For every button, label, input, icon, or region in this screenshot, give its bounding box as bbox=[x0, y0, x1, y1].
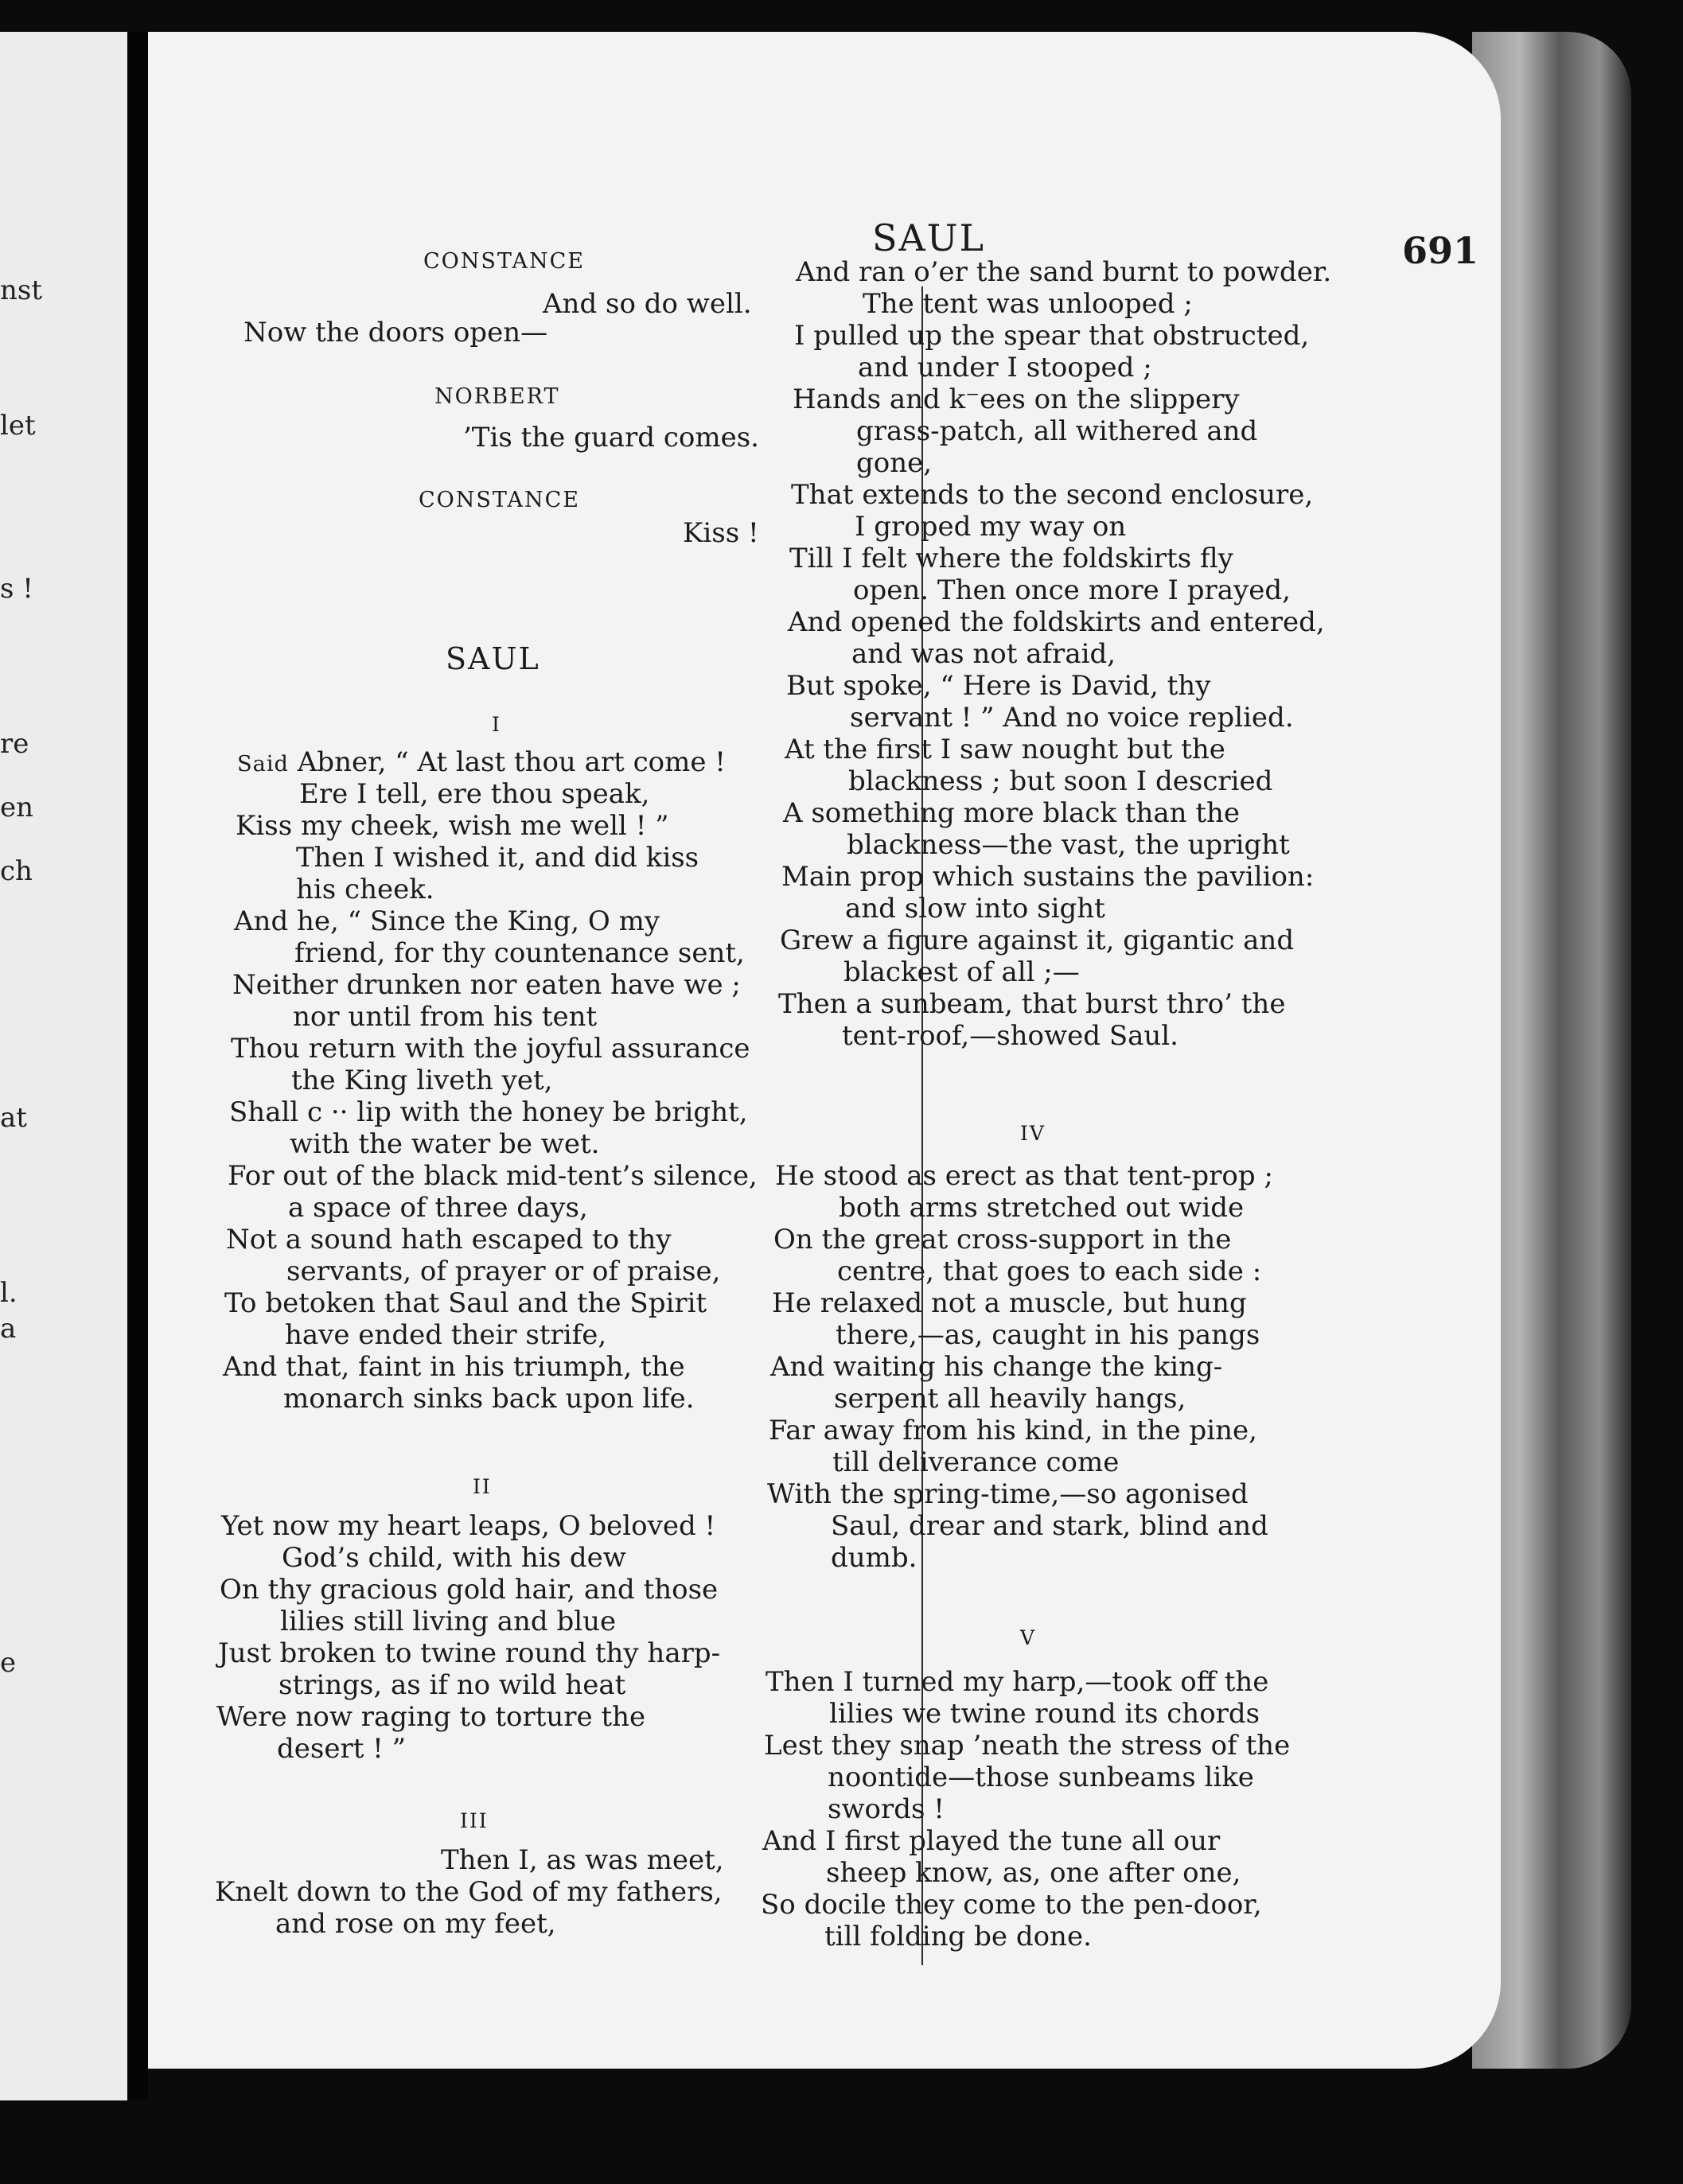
verse-line: blackness—the vast, the upright bbox=[847, 829, 1290, 861]
verse-line: A something more black than the bbox=[783, 797, 1241, 829]
verse-line: Just broken to twine round thy harp- bbox=[218, 1637, 721, 1669]
fragment: re bbox=[0, 728, 29, 760]
verse-line: Yet now my heart leaps, O beloved ! bbox=[221, 1510, 716, 1542]
verse-line: with the water be wet. bbox=[290, 1128, 600, 1160]
verse-line: He stood as erect as that tent-prop ; bbox=[775, 1160, 1273, 1192]
verse-line: open. Then once more I prayed, bbox=[853, 574, 1291, 606]
fragment: l. bbox=[0, 1277, 18, 1309]
poem-title: SAUL bbox=[446, 641, 540, 676]
verse-line: Saul, drear and stark, blind and bbox=[831, 1510, 1268, 1542]
verse-line: Kiss my cheek, wish me well ! ” bbox=[236, 810, 669, 842]
book-page bbox=[148, 32, 1501, 2069]
verse-line: With the spring-time,—so agonised bbox=[767, 1478, 1249, 1510]
verse-line: Not a sound hath escaped to thy bbox=[226, 1224, 672, 1256]
verse-line: and slow into sight bbox=[845, 893, 1105, 925]
verse-line: his cheek. bbox=[296, 874, 434, 905]
verse-line: tent-roof,—showed Saul. bbox=[842, 1020, 1178, 1052]
running-title: SAUL bbox=[872, 216, 986, 259]
verse-line: Far away from his kind, in the pine, bbox=[769, 1415, 1257, 1446]
verse-line: and under I stooped ; bbox=[858, 352, 1152, 383]
verse-line: For out of the black mid-tent’s silence, bbox=[228, 1160, 758, 1192]
verse-line: And waiting his change the king- bbox=[770, 1351, 1223, 1383]
speaker-name: CONSTANCE bbox=[419, 488, 580, 512]
verse-line: God’s child, with his dew bbox=[282, 1542, 626, 1574]
verse-line: And so do well. bbox=[543, 288, 752, 320]
book-gutter bbox=[127, 32, 148, 2100]
verse-line: blackness ; but soon I descried bbox=[848, 765, 1273, 797]
verse-line: friend, for thy countenance sent, bbox=[294, 937, 745, 969]
verse-line: swords ! bbox=[828, 1793, 945, 1825]
verse-line: Shall c ·· lip with the honey be bright, bbox=[229, 1096, 748, 1128]
drop-word: Said bbox=[237, 752, 289, 777]
verse-line: there,—as, caught in his pangs bbox=[836, 1319, 1260, 1351]
verse-line: till deliverance come bbox=[832, 1446, 1120, 1478]
verse-line: Kiss ! bbox=[683, 517, 759, 549]
fragment: ch bbox=[0, 855, 33, 887]
verse-line: Now the doors open— bbox=[243, 317, 548, 348]
verse-line: monarch sinks back upon life. bbox=[283, 1383, 695, 1415]
verse-line: So docile they come to the pen-door, bbox=[761, 1889, 1262, 1921]
verse-line: serpent all heavily hangs, bbox=[834, 1383, 1186, 1415]
verse-line: the King liveth yet, bbox=[291, 1065, 553, 1096]
verse-line: He relaxed not a muscle, but hung bbox=[772, 1287, 1247, 1319]
fragment: nst bbox=[0, 274, 43, 306]
verse-line: On thy gracious gold hair, and those bbox=[220, 1574, 719, 1606]
verse-line: That extends to the second enclosure, bbox=[791, 479, 1314, 511]
verse-line: servants, of prayer or of praise, bbox=[286, 1256, 721, 1287]
verse-line: have ended their strife, bbox=[285, 1319, 607, 1351]
verse-line: centre, that goes to each side : bbox=[837, 1256, 1262, 1287]
section-numeral: I bbox=[492, 713, 501, 736]
verse-line: strings, as if no wild heat bbox=[279, 1669, 626, 1701]
verse-line: The tent was unlooped ; bbox=[863, 288, 1193, 320]
verse-line: both arms stretched out wide bbox=[839, 1192, 1245, 1224]
speaker-name: CONSTANCE bbox=[423, 249, 585, 274]
verse-line: Thou return with the joyful assurance bbox=[231, 1033, 750, 1065]
section-numeral: III bbox=[460, 1809, 489, 1832]
page-number: 691 bbox=[1402, 229, 1479, 272]
section-numeral: IV bbox=[1020, 1122, 1046, 1145]
verse-line: Then I wished it, and did kiss bbox=[296, 842, 699, 874]
verse-line: To betoken that Saul and the Spirit bbox=[224, 1287, 707, 1319]
verse-line: And I first played the tune all our bbox=[762, 1825, 1221, 1857]
verse-line: Hands and k⁻ees on the slippery bbox=[793, 383, 1240, 415]
verse-line: desert ! ” bbox=[277, 1733, 407, 1765]
verse-line: And opened the foldskirts and entered, bbox=[788, 606, 1325, 638]
verse-line: and rose on my feet, bbox=[275, 1908, 556, 1940]
verse-line: lilies we twine round its chords bbox=[829, 1698, 1260, 1730]
section-numeral: II bbox=[473, 1475, 492, 1498]
verse-line: dumb. bbox=[831, 1542, 917, 1574]
verse-line: Till I felt where the foldskirts fly bbox=[789, 543, 1233, 574]
verse-line: Said Abner, “ At last thou art come ! bbox=[237, 746, 726, 778]
verse-line: Lest they snap ’neath the stress of the bbox=[764, 1730, 1291, 1762]
verse-line: till folding be done. bbox=[824, 1921, 1092, 1952]
verse-line: gone, bbox=[856, 447, 933, 479]
verse-line: Grew a figure against it, gigantic and bbox=[780, 925, 1295, 956]
verse-line: a space of three days, bbox=[288, 1192, 588, 1224]
verse-line: Neither drunken nor eaten have we ; bbox=[232, 969, 741, 1001]
fragment: s ! bbox=[0, 573, 33, 605]
verse-line: Main prop which sustains the pavilion: bbox=[781, 861, 1315, 893]
fragment: a bbox=[0, 1313, 17, 1345]
verse-line: and was not afraid, bbox=[851, 638, 1116, 670]
verse-line: grass-patch, all withered and bbox=[856, 415, 1258, 447]
verse-line: Knelt down to the God of my fathers, bbox=[215, 1876, 723, 1908]
fragment: en bbox=[0, 792, 34, 823]
verse-line: At the first I saw nought but the bbox=[785, 734, 1225, 765]
fragment: at bbox=[0, 1102, 27, 1134]
verse-line: And ran o’er the sand burnt to powder. bbox=[796, 256, 1332, 288]
verse-line: Then I, as was meet, bbox=[441, 1844, 724, 1876]
fragment: let bbox=[0, 410, 36, 442]
verse-line: Then I turned my harp,—took off the bbox=[766, 1666, 1269, 1698]
section-numeral: V bbox=[1020, 1626, 1037, 1649]
verse-line: nor until from his tent bbox=[293, 1001, 598, 1033]
verse-line: noontide—those sunbeams like bbox=[828, 1762, 1254, 1793]
verse-line: And that, faint in his triumph, the bbox=[223, 1351, 685, 1383]
verse-line: On the great cross-support in the bbox=[773, 1224, 1232, 1256]
verse-line: I pulled up the spear that obstructed, bbox=[794, 320, 1310, 352]
speaker-name: NORBERT bbox=[434, 384, 560, 409]
verse-line: Ere I tell, ere thou speak, bbox=[299, 778, 650, 810]
verse-line: But spoke, “ Here is David, thy bbox=[786, 670, 1211, 702]
fragment: e bbox=[0, 1647, 17, 1679]
verse-line: And he, “ Since the King, O my bbox=[234, 905, 660, 937]
verse-line: Then a sunbeam, that burst thro’ the bbox=[778, 988, 1286, 1020]
verse-line: I groped my way on bbox=[855, 511, 1127, 543]
verse-line: servant ! ” And no voice replied. bbox=[850, 702, 1294, 734]
verse-line: blackest of all ;— bbox=[843, 956, 1080, 988]
facing-page-edge bbox=[0, 32, 127, 2100]
verse-line: ’Tis the guard comes. bbox=[463, 422, 759, 454]
verse-line: Were now raging to torture the bbox=[216, 1701, 646, 1733]
verse-line: lilies still living and blue bbox=[280, 1606, 617, 1637]
verse-line: sheep know, as, one after one, bbox=[826, 1857, 1241, 1889]
